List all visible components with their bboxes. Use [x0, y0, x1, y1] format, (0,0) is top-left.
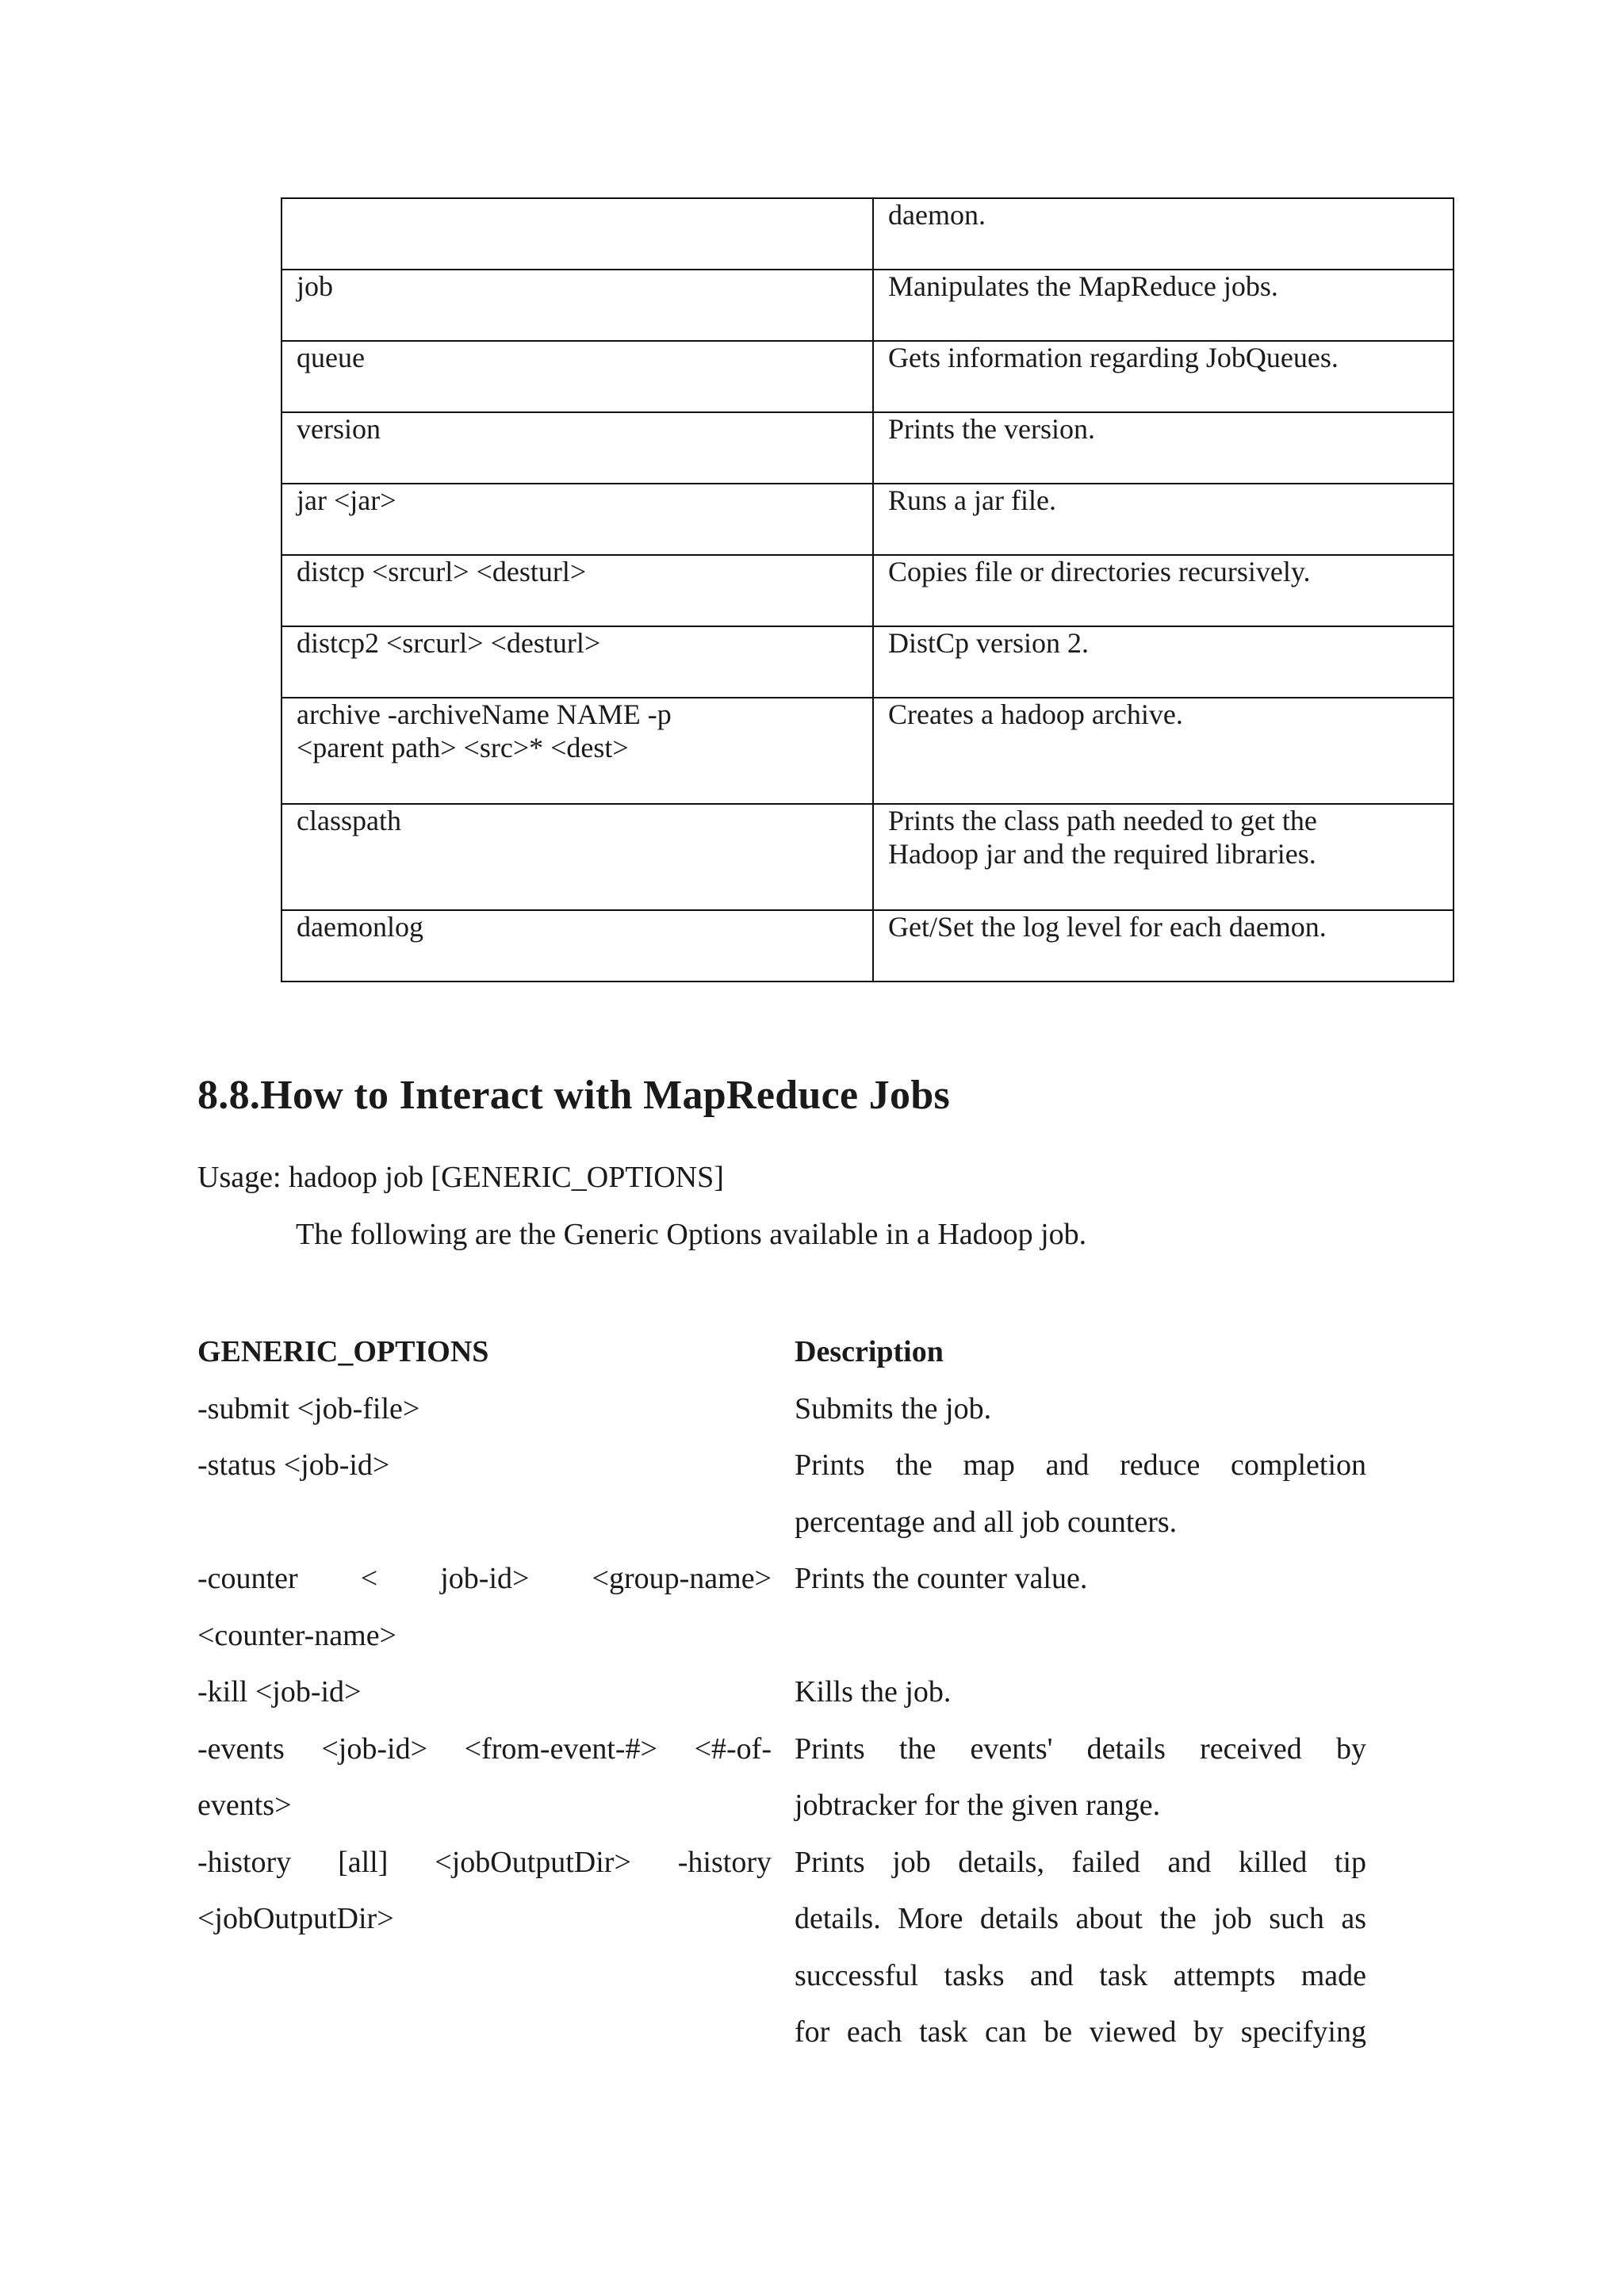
intro-text: The following are the Generic Options available in a Hadoop job.	[296, 1218, 1087, 1251]
command-cell	[282, 198, 873, 270]
description-cell: Manipulates the MapReduce jobs.	[873, 270, 1454, 341]
table-row	[282, 804, 1454, 910]
option-name: -submit <job-file>	[197, 1391, 420, 1425]
option-description: Prints job details, failed and killed tip details. More details about the job such as successful tasks and task attempts made for each task can be viewed by specifying	[795, 1845, 1366, 2049]
command-cell: archive -archiveName NAME -p <parent path> <src>* <dest>	[282, 698, 873, 804]
command-cell: queue	[282, 341, 873, 412]
description-cell: Prints the class path needed to get the Hadoop jar and the required libraries.	[873, 804, 1454, 910]
table-row	[282, 555, 1454, 626]
list-item	[197, 1551, 1366, 1664]
table-row	[282, 412, 1454, 484]
command-table	[281, 197, 1454, 982]
option-description: Kills the job.	[795, 1675, 952, 1709]
command-cell: job	[282, 270, 873, 341]
description-cell: DistCp version 2.	[873, 626, 1454, 698]
options-header-name: GENERIC_OPTIONS	[197, 1335, 489, 1368]
description-cell: Runs a jar file.	[873, 484, 1454, 555]
command-cell: daemonlog	[282, 910, 873, 982]
list-item	[197, 1437, 1366, 1551]
list-item	[197, 1381, 1366, 1438]
list-item	[197, 1835, 1366, 2061]
description-cell: Get/Set the log level for each daemon.	[873, 910, 1454, 982]
list-item	[197, 1664, 1366, 1721]
options-header	[197, 1324, 1366, 1381]
option-description: Prints the events' details received by jobtracker for the given range.	[795, 1732, 1366, 1822]
command-cell: distcp <srcurl> <desturl>	[282, 555, 873, 626]
option-description: Prints the map and reduce completion percentage and all job counters.	[795, 1448, 1366, 1539]
table-row	[282, 626, 1454, 698]
option-name: -kill <job-id>	[197, 1675, 362, 1709]
table-row	[282, 484, 1454, 555]
option-name: -history [all] <jobOutputDir> -history <jobOutputDir>	[197, 1845, 772, 1935]
table-row	[282, 910, 1454, 982]
table-row	[282, 698, 1454, 804]
option-name: -counter < job-id> <group-name> <counter-name>	[197, 1562, 772, 1652]
command-cell: jar <jar>	[282, 484, 873, 555]
list-item	[197, 1721, 1366, 1835]
usage-text: Usage: hadoop job [GENERIC_OPTIONS]	[197, 1161, 724, 1194]
option-name: -status <job-id>	[197, 1448, 390, 1482]
description-cell: Gets information regarding JobQueues.	[873, 341, 1454, 412]
command-cell: version	[282, 412, 873, 484]
table-row	[282, 341, 1454, 412]
description-cell: daemon.	[873, 198, 1454, 270]
description-cell: Creates a hadoop archive.	[873, 698, 1454, 804]
section-title: 8.8.How to Interact with MapReduce Jobs	[197, 1073, 951, 1118]
option-description: Submits the job.	[795, 1391, 992, 1425]
command-cell: classpath	[282, 804, 873, 910]
option-name: -events <job-id> <from-event-#> <#-of- events>	[197, 1732, 772, 1822]
command-cell: distcp2 <srcurl> <desturl>	[282, 626, 873, 698]
generic-options-list	[197, 1324, 1366, 2061]
description-cell: Copies file or directories recursively.	[873, 555, 1454, 626]
options-header-description: Description	[795, 1335, 944, 1368]
table-row	[282, 270, 1454, 341]
option-description: Prints the counter value.	[795, 1562, 1088, 1595]
description-cell: Prints the version.	[873, 412, 1454, 484]
table-row	[282, 198, 1454, 270]
